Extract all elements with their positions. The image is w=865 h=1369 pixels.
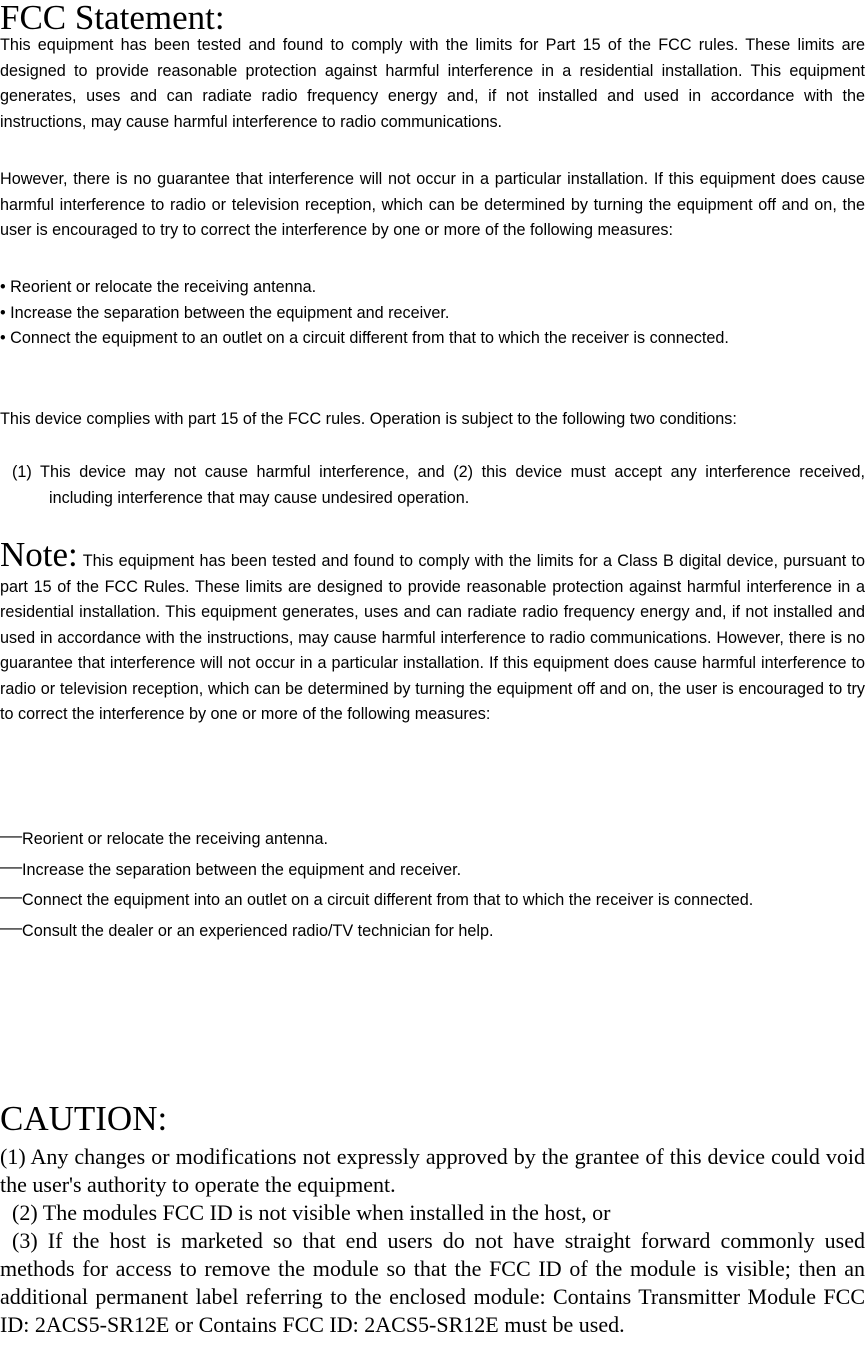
fcc-conditions-list	[0, 460, 865, 511]
note-measure-item	[0, 914, 865, 945]
fcc-measure-separation: • Increase the separation between the equipment and receiver.	[0, 304, 450, 322]
dash-bullet: —	[0, 883, 22, 908]
note-measure-text: Consult the dealer or an experienced radio/TV technician for help.	[22, 921, 494, 940]
fcc-measure-outlet: • Connect the equipment to an outlet on a circuit different from that to which the receiver is connected.	[0, 329, 729, 347]
fcc-condition-item: (1) This device may not cause harmful interference, and (2) this device must accept any interference received, including interference that may cause undesired operation.	[12, 463, 865, 507]
fcc-compliance-statement: This device complies with part 15 of the FCC rules. Operation is subject to the following two conditions:	[0, 410, 737, 428]
note-paragraph	[0, 535, 865, 728]
note-measure-text: Reorient or relocate the receiving antenna.	[22, 830, 328, 848]
caution-body	[0, 1143, 865, 1339]
caution-item-2: (2) The modules FCC ID is not visible when installed in the host, or	[12, 1200, 611, 1225]
note-measures-list	[0, 822, 865, 944]
caution-title: CAUTION:	[0, 1099, 168, 1138]
note-measure-item	[0, 822, 865, 853]
note-measure-item	[0, 853, 865, 884]
note-label: Note:	[0, 535, 78, 574]
note-measure-text: Connect the equipment into an outlet on a circuit different from that to which the receiver is connected.	[22, 891, 754, 909]
note-text: This equipment has been tested and found to comply with the limits for a Class B digital device, pursuant to part 15 of the FCC Rules. These limits are designed to provide reasonable protection against harmful interference in a residential installation. This equipment generates, uses and can radiate radio frequency energy and, if not installed and used in accordance with the instructions, may cause harmful interference to radio communications. However, there is no guarantee that interference will not occur in a particular installation. If this equipment does cause harmful interference to radio or television reception, which can be determined by turning the equipment off and on, the user is encouraged to try to correct the interference by one or more of the following measures:	[0, 552, 865, 723]
caution-item-3: (3) If the host is marketed so that end users do not have straight forward commonly used methods for access to remove the module so that the FCC ID of the module is visible; then an additional permanent label referring to the enclosed module: Contains Transmitter Module FCC ID: 2ACS5-SR12E or Contains FCC ID: 2ACS5-SR12E must be used.	[0, 1228, 865, 1337]
fcc-statement-paragraph-1: This equipment has been tested and found to comply with the limits for Part 15 of the FCC rules. These limits are designed to provide reasonable protection against harmful interference in a residential installation. This equipment generates, uses and can radiate radio frequency energy and, if not installed and used in accordance with the instructions, may cause harmful interference to radio communications.	[0, 36, 865, 131]
fcc-statement-paragraph-2: However, there is no guarantee that interference will not occur in a particular installation. If this equipment does cause harmful interference to radio or television reception, which can be determined by turning the equipment off and on, the user is encouraged to try to correct the interference by one or more of the following measures:	[0, 170, 865, 239]
dash-bullet: —	[0, 822, 22, 847]
note-measure-text: Increase the separation between the equipment and receiver.	[22, 860, 462, 879]
fcc-statement-title: FCC Statement:	[0, 0, 225, 37]
fcc-measure-reorient: • Reorient or relocate the receiving antenna.	[0, 278, 317, 296]
caution-item-1: (1) Any changes or modifications not expressly approved by the grantee of this device could void the user's authority to operate the equipment.	[0, 1144, 865, 1197]
note-measure-item	[0, 883, 865, 914]
dash-bullet: —	[0, 913, 22, 939]
dash-bullet: —	[0, 852, 22, 878]
